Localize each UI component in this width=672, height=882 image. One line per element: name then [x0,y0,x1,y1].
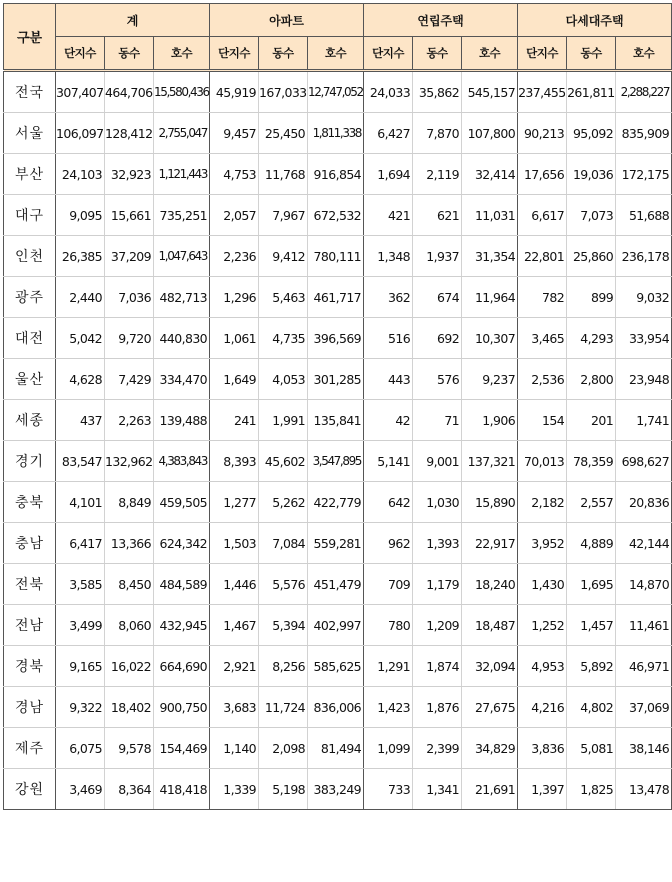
region-cell: 울산 [4,359,56,400]
total-complex-count-cell: 3,499 [56,605,105,646]
row-house-unit-count-cell: 32,414 [462,154,518,195]
subheader-building-count: 동수 [105,37,154,71]
region-cell: 제주 [4,728,56,769]
table-row [4,71,672,113]
apartment-complex-count-cell: 1,446 [210,564,259,605]
apartment-complex-count-cell: 3,683 [210,687,259,728]
row-house-building-count-cell: 692 [413,318,462,359]
total-building-count-cell: 18,402 [105,687,154,728]
region-cell: 부산 [4,154,56,195]
total-building-count-cell: 37,209 [105,236,154,277]
row-house-unit-count-cell: 32,094 [462,646,518,687]
apartment-complex-count-cell: 2,921 [210,646,259,687]
apartment-building-count-cell: 5,262 [259,482,308,523]
subheader-unit-count: 호수 [308,37,364,71]
apartment-building-count-cell: 7,084 [259,523,308,564]
row-house-building-count-cell: 1,209 [413,605,462,646]
multiplex-building-count-cell: 1,457 [567,605,616,646]
row-house-unit-count-cell: 1,906 [462,400,518,441]
region-cell: 전북 [4,564,56,605]
table-row [4,769,672,810]
apartment-complex-count-cell: 1,140 [210,728,259,769]
apartment-building-count-cell: 4,053 [259,359,308,400]
row-house-building-count-cell: 1,030 [413,482,462,523]
multiplex-unit-count-cell: 23,948 [616,359,672,400]
multiplex-complex-count-cell: 6,617 [518,195,567,236]
apartment-complex-count-cell: 1,296 [210,277,259,318]
row-house-complex-count-cell: 733 [364,769,413,810]
total-complex-count-cell: 2,440 [56,277,105,318]
apartment-building-count-cell: 1,991 [259,400,308,441]
apartment-building-count-cell: 45,602 [259,441,308,482]
apartment-building-count-cell: 11,724 [259,687,308,728]
apartment-building-count-cell: 4,735 [259,318,308,359]
total-unit-count-cell: 418,418 [154,769,210,810]
table-row [4,605,672,646]
multiplex-building-count-cell: 899 [567,277,616,318]
total-complex-count-cell: 6,075 [56,728,105,769]
region-cell: 전국 [4,71,56,113]
row-house-unit-count-cell: 11,964 [462,277,518,318]
table-row [4,318,672,359]
multiplex-building-count-cell: 95,092 [567,113,616,154]
multiplex-complex-count-cell: 1,397 [518,769,567,810]
multiplex-complex-count-cell: 3,836 [518,728,567,769]
region-cell: 경북 [4,646,56,687]
apartment-complex-count-cell: 1,339 [210,769,259,810]
apartment-unit-count-cell: 422,779 [308,482,364,523]
region-cell: 서울 [4,113,56,154]
table-row [4,646,672,687]
group-header-total: 계 [56,4,210,37]
subheader-unit-count: 호수 [154,37,210,71]
apartment-complex-count-cell: 1,649 [210,359,259,400]
multiplex-building-count-cell: 5,892 [567,646,616,687]
multiplex-unit-count-cell: 51,688 [616,195,672,236]
apartment-building-count-cell: 2,098 [259,728,308,769]
row-house-complex-count-cell: 1,099 [364,728,413,769]
apartment-complex-count-cell: 241 [210,400,259,441]
total-unit-count-cell: 459,505 [154,482,210,523]
multiplex-building-count-cell: 4,293 [567,318,616,359]
row-house-building-count-cell: 1,937 [413,236,462,277]
multiplex-building-count-cell: 1,695 [567,564,616,605]
row-house-complex-count-cell: 6,427 [364,113,413,154]
total-building-count-cell: 2,263 [105,400,154,441]
total-complex-count-cell: 307,407 [56,71,105,113]
apartment-building-count-cell: 5,198 [259,769,308,810]
table-row [4,154,672,195]
table-row [4,195,672,236]
row-house-building-count-cell: 2,399 [413,728,462,769]
apartment-complex-count-cell: 8,393 [210,441,259,482]
total-unit-count-cell: 735,251 [154,195,210,236]
multiplex-building-count-cell: 7,073 [567,195,616,236]
total-building-count-cell: 32,923 [105,154,154,195]
multiplex-complex-count-cell: 4,953 [518,646,567,687]
row-house-building-count-cell: 576 [413,359,462,400]
subheader-building-count: 동수 [259,37,308,71]
region-cell: 충남 [4,523,56,564]
housing-stats-table [3,3,672,810]
subheader-complex-count: 단지수 [56,37,105,71]
row-house-building-count-cell: 1,179 [413,564,462,605]
table-row [4,236,672,277]
row-house-complex-count-cell: 642 [364,482,413,523]
row-house-complex-count-cell: 24,033 [364,71,413,113]
multiplex-complex-count-cell: 154 [518,400,567,441]
total-unit-count-cell: 482,713 [154,277,210,318]
subheader-unit-count: 호수 [616,37,672,71]
total-complex-count-cell: 437 [56,400,105,441]
total-complex-count-cell: 4,101 [56,482,105,523]
total-complex-count-cell: 106,097 [56,113,105,154]
row-house-complex-count-cell: 1,423 [364,687,413,728]
table-row [4,687,672,728]
region-cell: 세종 [4,400,56,441]
total-unit-count-cell: 432,945 [154,605,210,646]
row-house-building-count-cell: 9,001 [413,441,462,482]
row-house-complex-count-cell: 1,348 [364,236,413,277]
apartment-complex-count-cell: 2,236 [210,236,259,277]
region-column-header: 구분 [4,4,56,71]
multiplex-complex-count-cell: 3,952 [518,523,567,564]
row-house-complex-count-cell: 5,141 [364,441,413,482]
region-cell: 전남 [4,605,56,646]
total-unit-count-cell: 334,470 [154,359,210,400]
total-unit-count-cell: 440,830 [154,318,210,359]
multiplex-unit-count-cell: 2,288,227 [616,71,672,113]
region-cell: 대구 [4,195,56,236]
multiplex-complex-count-cell: 1,430 [518,564,567,605]
row-house-complex-count-cell: 42 [364,400,413,441]
row-house-unit-count-cell: 9,237 [462,359,518,400]
region-cell: 충북 [4,482,56,523]
row-house-unit-count-cell: 34,829 [462,728,518,769]
multiplex-unit-count-cell: 1,741 [616,400,672,441]
total-building-count-cell: 8,849 [105,482,154,523]
multiplex-unit-count-cell: 9,032 [616,277,672,318]
row-house-unit-count-cell: 107,800 [462,113,518,154]
row-house-unit-count-cell: 21,691 [462,769,518,810]
apartment-building-count-cell: 25,450 [259,113,308,154]
total-unit-count-cell: 4,383,843 [154,441,210,482]
apartment-complex-count-cell: 1,467 [210,605,259,646]
row-house-unit-count-cell: 18,240 [462,564,518,605]
row-house-unit-count-cell: 15,890 [462,482,518,523]
region-cell: 인천 [4,236,56,277]
apartment-building-count-cell: 8,256 [259,646,308,687]
total-building-count-cell: 7,429 [105,359,154,400]
total-unit-count-cell: 139,488 [154,400,210,441]
row-house-building-count-cell: 621 [413,195,462,236]
multiplex-building-count-cell: 4,802 [567,687,616,728]
total-unit-count-cell: 1,047,643 [154,236,210,277]
apartment-unit-count-cell: 3,547,895 [308,441,364,482]
table-row [4,441,672,482]
total-building-count-cell: 13,366 [105,523,154,564]
apartment-building-count-cell: 167,033 [259,71,308,113]
apartment-complex-count-cell: 1,503 [210,523,259,564]
total-complex-count-cell: 83,547 [56,441,105,482]
apartment-unit-count-cell: 559,281 [308,523,364,564]
apartment-unit-count-cell: 585,625 [308,646,364,687]
multiplex-building-count-cell: 25,860 [567,236,616,277]
total-complex-count-cell: 9,322 [56,687,105,728]
total-unit-count-cell: 1,121,443 [154,154,210,195]
row-house-building-count-cell: 674 [413,277,462,318]
row-house-complex-count-cell: 362 [364,277,413,318]
multiplex-unit-count-cell: 236,178 [616,236,672,277]
total-complex-count-cell: 3,585 [56,564,105,605]
multiplex-building-count-cell: 261,811 [567,71,616,113]
multiplex-unit-count-cell: 172,175 [616,154,672,195]
table-row [4,523,672,564]
row-house-building-count-cell: 1,876 [413,687,462,728]
total-building-count-cell: 128,412 [105,113,154,154]
row-house-complex-count-cell: 962 [364,523,413,564]
row-house-building-count-cell: 1,341 [413,769,462,810]
subheader-building-count: 동수 [413,37,462,71]
multiplex-complex-count-cell: 1,252 [518,605,567,646]
group-header-row-house: 연립주택 [364,4,518,37]
total-building-count-cell: 9,720 [105,318,154,359]
total-complex-count-cell: 5,042 [56,318,105,359]
total-building-count-cell: 8,364 [105,769,154,810]
apartment-unit-count-cell: 451,479 [308,564,364,605]
apartment-building-count-cell: 5,576 [259,564,308,605]
apartment-building-count-cell: 5,463 [259,277,308,318]
multiplex-complex-count-cell: 2,182 [518,482,567,523]
multiplex-complex-count-cell: 90,213 [518,113,567,154]
apartment-building-count-cell: 5,394 [259,605,308,646]
multiplex-complex-count-cell: 70,013 [518,441,567,482]
total-building-count-cell: 464,706 [105,71,154,113]
subheader-complex-count: 단지수 [210,37,259,71]
total-complex-count-cell: 4,628 [56,359,105,400]
region-cell: 광주 [4,277,56,318]
multiplex-complex-count-cell: 237,455 [518,71,567,113]
total-complex-count-cell: 9,165 [56,646,105,687]
apartment-complex-count-cell: 1,061 [210,318,259,359]
total-unit-count-cell: 664,690 [154,646,210,687]
row-house-building-count-cell: 1,874 [413,646,462,687]
multiplex-unit-count-cell: 37,069 [616,687,672,728]
row-house-complex-count-cell: 516 [364,318,413,359]
header-subcolumn-row [4,37,672,71]
row-house-unit-count-cell: 10,307 [462,318,518,359]
apartment-unit-count-cell: 396,569 [308,318,364,359]
multiplex-unit-count-cell: 20,836 [616,482,672,523]
row-house-complex-count-cell: 780 [364,605,413,646]
row-house-unit-count-cell: 31,354 [462,236,518,277]
subheader-complex-count: 단지수 [364,37,413,71]
multiplex-building-count-cell: 2,557 [567,482,616,523]
total-unit-count-cell: 15,580,436 [154,71,210,113]
table-row [4,400,672,441]
multiplex-unit-count-cell: 14,870 [616,564,672,605]
apartment-unit-count-cell: 461,717 [308,277,364,318]
total-building-count-cell: 8,060 [105,605,154,646]
row-house-unit-count-cell: 545,157 [462,71,518,113]
multiplex-building-count-cell: 78,359 [567,441,616,482]
apartment-unit-count-cell: 780,111 [308,236,364,277]
row-house-complex-count-cell: 1,694 [364,154,413,195]
table-row [4,482,672,523]
row-house-unit-count-cell: 137,321 [462,441,518,482]
multiplex-unit-count-cell: 11,461 [616,605,672,646]
multiplex-building-count-cell: 201 [567,400,616,441]
table-row [4,564,672,605]
multiplex-complex-count-cell: 22,801 [518,236,567,277]
total-building-count-cell: 8,450 [105,564,154,605]
apartment-unit-count-cell: 301,285 [308,359,364,400]
multiplex-unit-count-cell: 42,144 [616,523,672,564]
row-house-complex-count-cell: 1,291 [364,646,413,687]
apartment-unit-count-cell: 81,494 [308,728,364,769]
row-house-unit-count-cell: 18,487 [462,605,518,646]
multiplex-unit-count-cell: 38,146 [616,728,672,769]
total-building-count-cell: 7,036 [105,277,154,318]
table-row [4,359,672,400]
total-building-count-cell: 16,022 [105,646,154,687]
apartment-unit-count-cell: 383,249 [308,769,364,810]
table-header [4,4,672,71]
multiplex-unit-count-cell: 13,478 [616,769,672,810]
total-unit-count-cell: 154,469 [154,728,210,769]
region-cell: 강원 [4,769,56,810]
apartment-complex-count-cell: 1,277 [210,482,259,523]
total-unit-count-cell: 2,755,047 [154,113,210,154]
multiplex-building-count-cell: 1,825 [567,769,616,810]
apartment-unit-count-cell: 135,841 [308,400,364,441]
apartment-complex-count-cell: 9,457 [210,113,259,154]
total-complex-count-cell: 3,469 [56,769,105,810]
apartment-complex-count-cell: 45,919 [210,71,259,113]
apartment-unit-count-cell: 1,811,338 [308,113,364,154]
total-building-count-cell: 9,578 [105,728,154,769]
row-house-complex-count-cell: 443 [364,359,413,400]
table-row [4,277,672,318]
total-unit-count-cell: 624,342 [154,523,210,564]
multiplex-building-count-cell: 19,036 [567,154,616,195]
row-house-complex-count-cell: 709 [364,564,413,605]
multiplex-complex-count-cell: 17,656 [518,154,567,195]
total-complex-count-cell: 9,095 [56,195,105,236]
row-house-building-count-cell: 1,393 [413,523,462,564]
total-building-count-cell: 132,962 [105,441,154,482]
apartment-unit-count-cell: 916,854 [308,154,364,195]
multiplex-unit-count-cell: 698,627 [616,441,672,482]
header-group-row [4,4,672,37]
subheader-complex-count: 단지수 [518,37,567,71]
multiplex-building-count-cell: 4,889 [567,523,616,564]
multiplex-complex-count-cell: 2,536 [518,359,567,400]
region-cell: 경남 [4,687,56,728]
multiplex-unit-count-cell: 835,909 [616,113,672,154]
apartment-complex-count-cell: 4,753 [210,154,259,195]
multiplex-complex-count-cell: 3,465 [518,318,567,359]
row-house-building-count-cell: 71 [413,400,462,441]
row-house-unit-count-cell: 22,917 [462,523,518,564]
apartment-building-count-cell: 9,412 [259,236,308,277]
apartment-unit-count-cell: 402,997 [308,605,364,646]
group-header-multiplex: 다세대주택 [518,4,672,37]
row-house-building-count-cell: 2,119 [413,154,462,195]
subheader-building-count: 동수 [567,37,616,71]
total-unit-count-cell: 900,750 [154,687,210,728]
table-row [4,728,672,769]
row-house-building-count-cell: 7,870 [413,113,462,154]
table-body [4,71,672,810]
region-cell: 경기 [4,441,56,482]
group-header-apartment: 아파트 [210,4,364,37]
total-complex-count-cell: 24,103 [56,154,105,195]
total-complex-count-cell: 26,385 [56,236,105,277]
multiplex-building-count-cell: 5,081 [567,728,616,769]
multiplex-complex-count-cell: 782 [518,277,567,318]
row-house-building-count-cell: 35,862 [413,71,462,113]
region-cell: 대전 [4,318,56,359]
apartment-unit-count-cell: 836,006 [308,687,364,728]
apartment-complex-count-cell: 2,057 [210,195,259,236]
total-building-count-cell: 15,661 [105,195,154,236]
apartment-unit-count-cell: 672,532 [308,195,364,236]
multiplex-unit-count-cell: 33,954 [616,318,672,359]
row-house-unit-count-cell: 27,675 [462,687,518,728]
apartment-unit-count-cell: 12,747,052 [308,71,364,113]
multiplex-unit-count-cell: 46,971 [616,646,672,687]
row-house-unit-count-cell: 11,031 [462,195,518,236]
multiplex-complex-count-cell: 4,216 [518,687,567,728]
row-house-complex-count-cell: 421 [364,195,413,236]
apartment-building-count-cell: 7,967 [259,195,308,236]
total-unit-count-cell: 484,589 [154,564,210,605]
table-row [4,113,672,154]
total-complex-count-cell: 6,417 [56,523,105,564]
multiplex-building-count-cell: 2,800 [567,359,616,400]
apartment-building-count-cell: 11,768 [259,154,308,195]
subheader-unit-count: 호수 [462,37,518,71]
